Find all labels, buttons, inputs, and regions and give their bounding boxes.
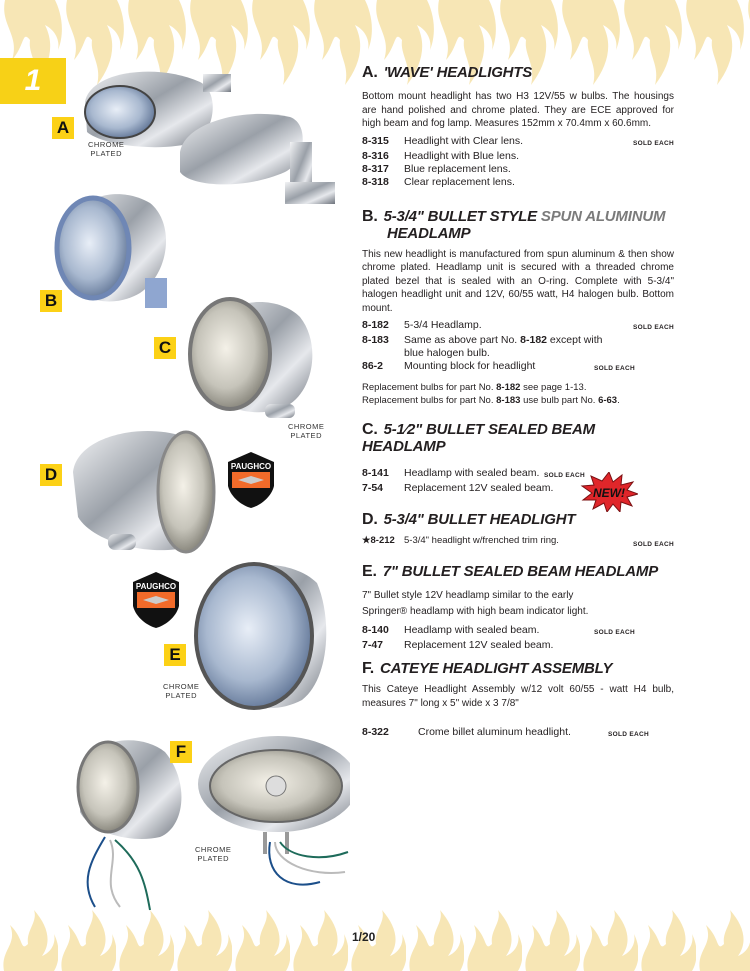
cateye-headlight-photo xyxy=(60,732,350,912)
part-number: 8-140 xyxy=(362,624,389,636)
part-row xyxy=(362,726,674,741)
new-badge-text: NEW! xyxy=(593,486,625,500)
sold-each: SOLD EACH xyxy=(594,365,635,372)
part-number: 86-2 xyxy=(362,360,384,372)
part-row xyxy=(362,135,674,150)
chrome-line1: CHROME xyxy=(288,422,325,431)
section-c-title xyxy=(362,421,674,455)
part-number: 7-47 xyxy=(362,639,384,651)
note-pre: Replacement bulbs for part No. xyxy=(362,395,497,406)
section-f-description: This Cateye Headlight Assembly w/12 volt 60/55 - watt H4 bulb, measures 7" long x 5" wide x 3 7/8" xyxy=(362,684,674,709)
chrome-line2: PLATED xyxy=(197,854,229,863)
part-number: 8-322 xyxy=(362,726,389,738)
section-letter: F. xyxy=(362,660,375,677)
label-b: B xyxy=(40,290,62,312)
text-pre: Same as above part No. xyxy=(404,334,521,346)
chrome-line2: PLATED xyxy=(165,691,197,700)
part-row xyxy=(362,163,674,176)
section-title-text: CATEYE HEADLIGHT ASSEMBLY xyxy=(380,660,613,677)
page-number: 1/20 xyxy=(352,930,376,944)
part-row xyxy=(362,534,674,551)
label-d: D xyxy=(40,464,62,486)
paughco-logo-text: PAUGHCO xyxy=(135,582,177,591)
paughco-logo-d xyxy=(226,452,276,508)
part-number: 8-318 xyxy=(362,175,389,188)
label-f: F xyxy=(170,741,192,763)
part-description: Replacement 12V sealed beam. xyxy=(404,482,554,494)
chrome-plated-tag-c xyxy=(288,422,324,440)
chrome-line1: CHROME xyxy=(195,845,232,854)
sold-each: SOLD EACH xyxy=(608,731,649,738)
section-letter: B. xyxy=(362,207,378,225)
note-bold2: 6-63 xyxy=(598,395,618,406)
part-row xyxy=(362,150,674,163)
part-description: Mounting block for headlight xyxy=(404,360,536,372)
section-letter: D. xyxy=(362,511,378,528)
section-title-text: 'WAVE' HEADLIGHTS xyxy=(383,64,533,81)
section-a-description: Bottom mount headlight has two H3 12V/55 w bulbs. The housings are hand polished and chrome plated. They are ECE approved for high beam and fog lamp. Measures 152mm x 70.4mm x 60.6mm. xyxy=(362,91,674,129)
part-number: 8-317 xyxy=(362,162,389,175)
part-number: 7-54 xyxy=(362,482,384,494)
section-f xyxy=(362,660,674,741)
paughco-logo-e xyxy=(131,572,181,628)
text-post: except with blue halogen bulb. xyxy=(404,334,603,359)
section-e xyxy=(362,563,674,652)
part-number: 8-315 xyxy=(362,134,389,147)
section-c xyxy=(362,421,674,495)
catalog-content xyxy=(362,64,674,741)
part-row xyxy=(362,639,674,652)
chrome-line2: PLATED xyxy=(90,149,122,158)
part-row xyxy=(362,624,674,639)
chrome-line1: CHROME xyxy=(163,682,200,691)
part-description: Crome billet aluminum headlight. xyxy=(418,726,571,738)
chrome-plated-tag-a xyxy=(88,140,124,158)
note-bold: 8-182 xyxy=(496,382,521,393)
section-title-text: 7" BULLET SEALED BEAM HEADLAMP xyxy=(382,563,659,580)
note-post: . xyxy=(617,395,620,406)
section-f-title xyxy=(362,660,674,677)
section-letter: A. xyxy=(362,64,378,81)
part-description: 5-3/4" headlight w/frenched trim ring. xyxy=(404,535,559,546)
chrome-line1: CHROME xyxy=(88,140,125,149)
sold-each: SOLD EACH xyxy=(633,139,674,147)
sold-each: SOLD EACH xyxy=(594,629,635,636)
replacement-note xyxy=(362,381,674,407)
part-row xyxy=(362,319,674,334)
bullet-headlight-d-photo xyxy=(68,422,218,557)
bullet-sealed-beam-7-photo xyxy=(192,558,332,713)
part-description: Headlamp with sealed beam. xyxy=(404,467,540,479)
section-title-text: 5-3/4" BULLET HEADLIGHT xyxy=(383,511,576,528)
section-title-line2: HEADLAMP xyxy=(387,224,471,242)
part-row xyxy=(362,176,674,189)
section-a-title xyxy=(362,64,674,81)
part-number: 8-183 xyxy=(362,334,389,346)
part-description: Blue replacement lens. xyxy=(404,162,511,175)
section-letter: C. xyxy=(362,421,378,438)
label-a: A xyxy=(52,117,74,139)
section-b xyxy=(362,208,674,408)
part-description: Headlamp with sealed beam. xyxy=(404,624,540,636)
bullet-sealed-beam-55-photo xyxy=(185,292,325,422)
note-line xyxy=(362,394,674,407)
chrome-plated-tag-e xyxy=(163,682,199,700)
part-description xyxy=(404,334,674,360)
note-mid: use bulb part No. xyxy=(520,395,599,406)
bullet-spun-aluminum-photo xyxy=(45,178,180,313)
sold-each: SOLD EACH xyxy=(633,541,674,548)
note-pre: Replacement bulbs for part No. xyxy=(362,382,497,393)
part-row xyxy=(362,482,674,495)
chrome-line2: PLATED xyxy=(290,431,322,440)
part-row xyxy=(362,467,674,482)
sold-each: SOLD EACH xyxy=(544,472,585,479)
section-b-title xyxy=(362,208,674,242)
section-b-description: This new headlight is manufactured from spun aluminum & then show chrome plated. Headlamp unit is secured with a threaded chrome plated bezel that is sealed with an O-ring. Complete with 5-3/4" halogen headlight unit and 12V, 60/55 watt, H4 halogen bulb. Bottom mount. xyxy=(362,248,674,314)
part-row xyxy=(362,334,674,360)
part-number: 8-316 xyxy=(362,149,389,162)
section-letter: E. xyxy=(362,563,377,580)
section-d xyxy=(362,511,674,551)
part-description: Replacement 12V sealed beam. xyxy=(404,639,554,651)
note-line xyxy=(362,381,674,394)
section-e-description: 7" Bullet style 12V headlamp similar to the early Springer® headlamp with high beam indicator light. xyxy=(362,590,589,617)
note-bold: 8-183 xyxy=(496,395,521,406)
section-d-title xyxy=(362,511,674,528)
section-e-title xyxy=(362,563,674,580)
label-e: E xyxy=(164,644,186,666)
page-section-tab: 1 xyxy=(0,58,66,104)
section-title-text: 5-3/4" BULLET STYLE xyxy=(383,207,537,225)
part-number: 8-141 xyxy=(362,467,389,479)
chrome-plated-tag-f xyxy=(195,845,231,863)
part-description: Clear replacement lens. xyxy=(404,175,515,188)
sold-each: SOLD EACH xyxy=(633,324,674,331)
part-description: Headlight with Clear lens. xyxy=(404,134,524,147)
part-description: 5-3/4 Headlamp. xyxy=(404,319,482,331)
section-title-text: 5-1⁄2" BULLET SEALED BEAM HEADLAMP xyxy=(362,421,595,455)
note-mid: see page 1-13. xyxy=(520,382,587,393)
section-a xyxy=(362,64,674,189)
part-number: ★8-212 xyxy=(362,535,395,546)
part-row xyxy=(362,360,674,375)
part-description: Headlight with Blue lens. xyxy=(404,149,519,162)
label-c: C xyxy=(154,337,176,359)
part-number: 8-182 xyxy=(362,319,389,331)
text-bold: 8-182 xyxy=(520,334,548,346)
section-title-grey: SPUN ALUMINUM xyxy=(540,207,666,225)
paughco-logo-text: PAUGHCO xyxy=(230,462,272,471)
